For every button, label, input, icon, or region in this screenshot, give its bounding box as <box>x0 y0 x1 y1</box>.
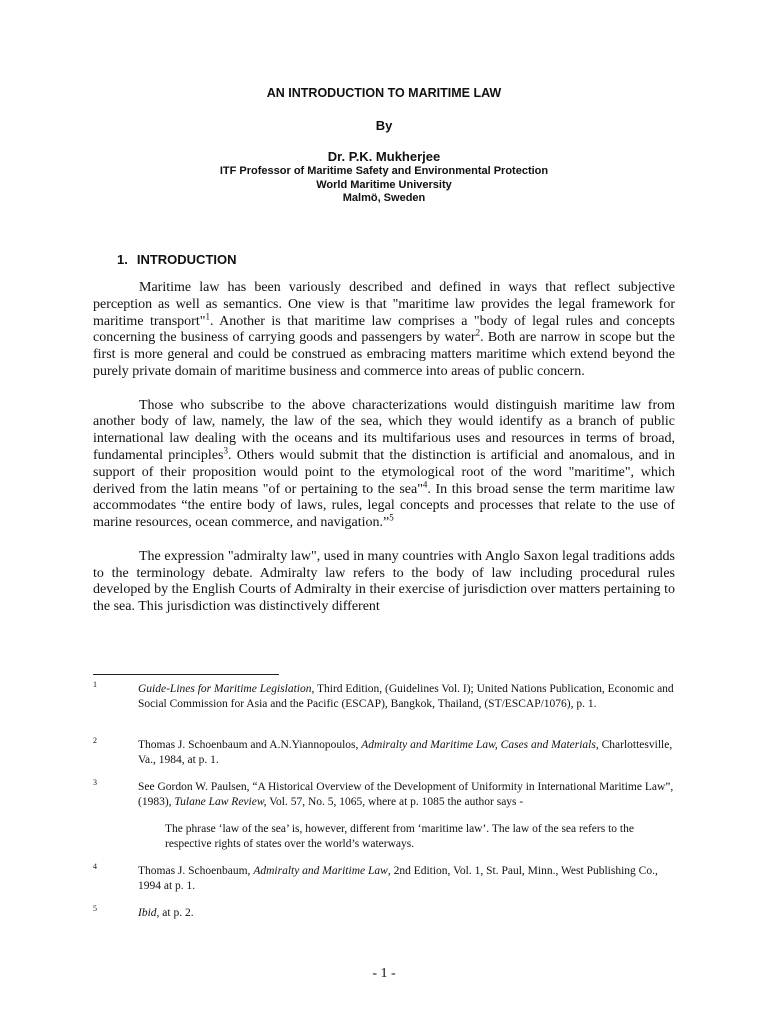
footnote <box>93 864 675 893</box>
footnote-text: Guide-Lines for Maritime Legislation, Third Edition, (Guidelines Vol. I); United Nations Publication, Economic and Social Commission for Asia and the Pacific (ESCAP), Bangkok, Thailand, (ST/ESCAP/1076), p. 1. <box>138 683 674 710</box>
body-text <box>93 280 675 633</box>
author-affiliation <box>0 165 768 206</box>
footnote-number: 5 <box>93 904 97 913</box>
author-name: Dr. P.K. Mukherjee <box>327 149 441 164</box>
footnote-text: Thomas J. Schoenbaum, Admiralty and Maritime Law, 2nd Edition, Vol. 1, St. Paul, Minn., West Publishing Co., 1994 at p. 1. <box>138 865 658 892</box>
footnote <box>93 738 675 767</box>
paragraph: Maritime law has been variously described and defined in ways that reflect subjective perception as well as semantics. One view is that "maritime law provides the legal framework for maritime transport"$^1$. Another is that maritime law comprises a "body of legal rules and concepts concerning the business of carrying goods and passengers by water$^2$. Both are narrow in scope but the first is more general and could be construed as embracing matters maritime which extend beyond the purely private domain of maritime business and commerce into areas of public concern. <box>93 280 675 379</box>
page-number: - 1 - <box>372 966 396 981</box>
affiliation-location: Malmö, Sweden <box>342 192 426 204</box>
footnote-ref[interactable]: 3 <box>223 445 228 456</box>
footnote-number: 4 <box>93 862 97 871</box>
footnote-text: Ibid, at p. 2. <box>138 907 194 919</box>
footnote <box>93 780 675 809</box>
footnote-text: See Gordon W. Paulsen, “A Historical Overview of the Development of Uniformity in International Maritime Law”, (1983), Tulane Law Review, Vol. 57, No. 5, 1065, where at p. 1085 the author says - <box>138 781 674 808</box>
section-title: INTRODUCTION <box>136 252 237 267</box>
section-heading <box>117 252 237 267</box>
footnote <box>93 906 675 921</box>
footnote-divider <box>93 674 279 675</box>
paragraph: The expression "admiralty law", used in many countries with Anglo Saxon legal traditions adds to the terminology debate. Admiralty law refers to the body of law including procedural rules developed by the English Courts of Admiralty in their exercise of jurisdiction over matters pertaining to the sea. This jurisdiction was distinctively different <box>93 548 675 615</box>
paragraph: Those who subscribe to the above characterizations would distinguish maritime law from another body of law, namely, the law of the sea, which they would identify as a branch of public international law dealing with the oceans and its multifarious uses and resources in terms of broad, fundamental principles$^3$. Others would submit that the distinction is artificial and anomalous, and in support of their proposition would point to the etymological root of the word "maritime", which derived from the latin means "of or pertaining to the sea"$^4$. In this broad sense the term maritime law accommodates “the entire body of laws, rules, legal concepts and processes that relate to the use of marine resources, ocean commerce, and navigation.”$^5$ <box>93 397 675 531</box>
footnote-number: 1 <box>93 680 97 689</box>
footnote-ref[interactable]: 1 <box>205 310 210 321</box>
footnote-ref[interactable]: 5 <box>389 512 394 523</box>
byline: By <box>375 118 393 133</box>
footnote-ref[interactable]: 4 <box>422 478 428 489</box>
footnote-number: 3 <box>93 778 97 787</box>
document-title: AN INTRODUCTION TO MARITIME LAW <box>266 86 502 100</box>
block-quote: The phrase ‘law of the sea’ is, however, different from ‘maritime law’. The law of the sea refers to the respective rights of states over the world’s waterways. <box>165 823 634 850</box>
affiliation-title: ITF Professor of Maritime Safety and Environmental Protection <box>219 165 549 177</box>
footnote-ref[interactable]: 2 <box>475 327 481 338</box>
section-number: 1. <box>117 252 128 267</box>
affiliation-institution: World Maritime University <box>316 178 452 191</box>
footnote-number: 2 <box>93 736 97 745</box>
footnote <box>93 682 675 711</box>
footnote-text: Thomas J. Schoenbaum and A.N.Yiannopoulos, Admiralty and Maritime Law, Cases and Materials, Charlottesville, Va., 1984, at p. 1. <box>138 739 673 766</box>
